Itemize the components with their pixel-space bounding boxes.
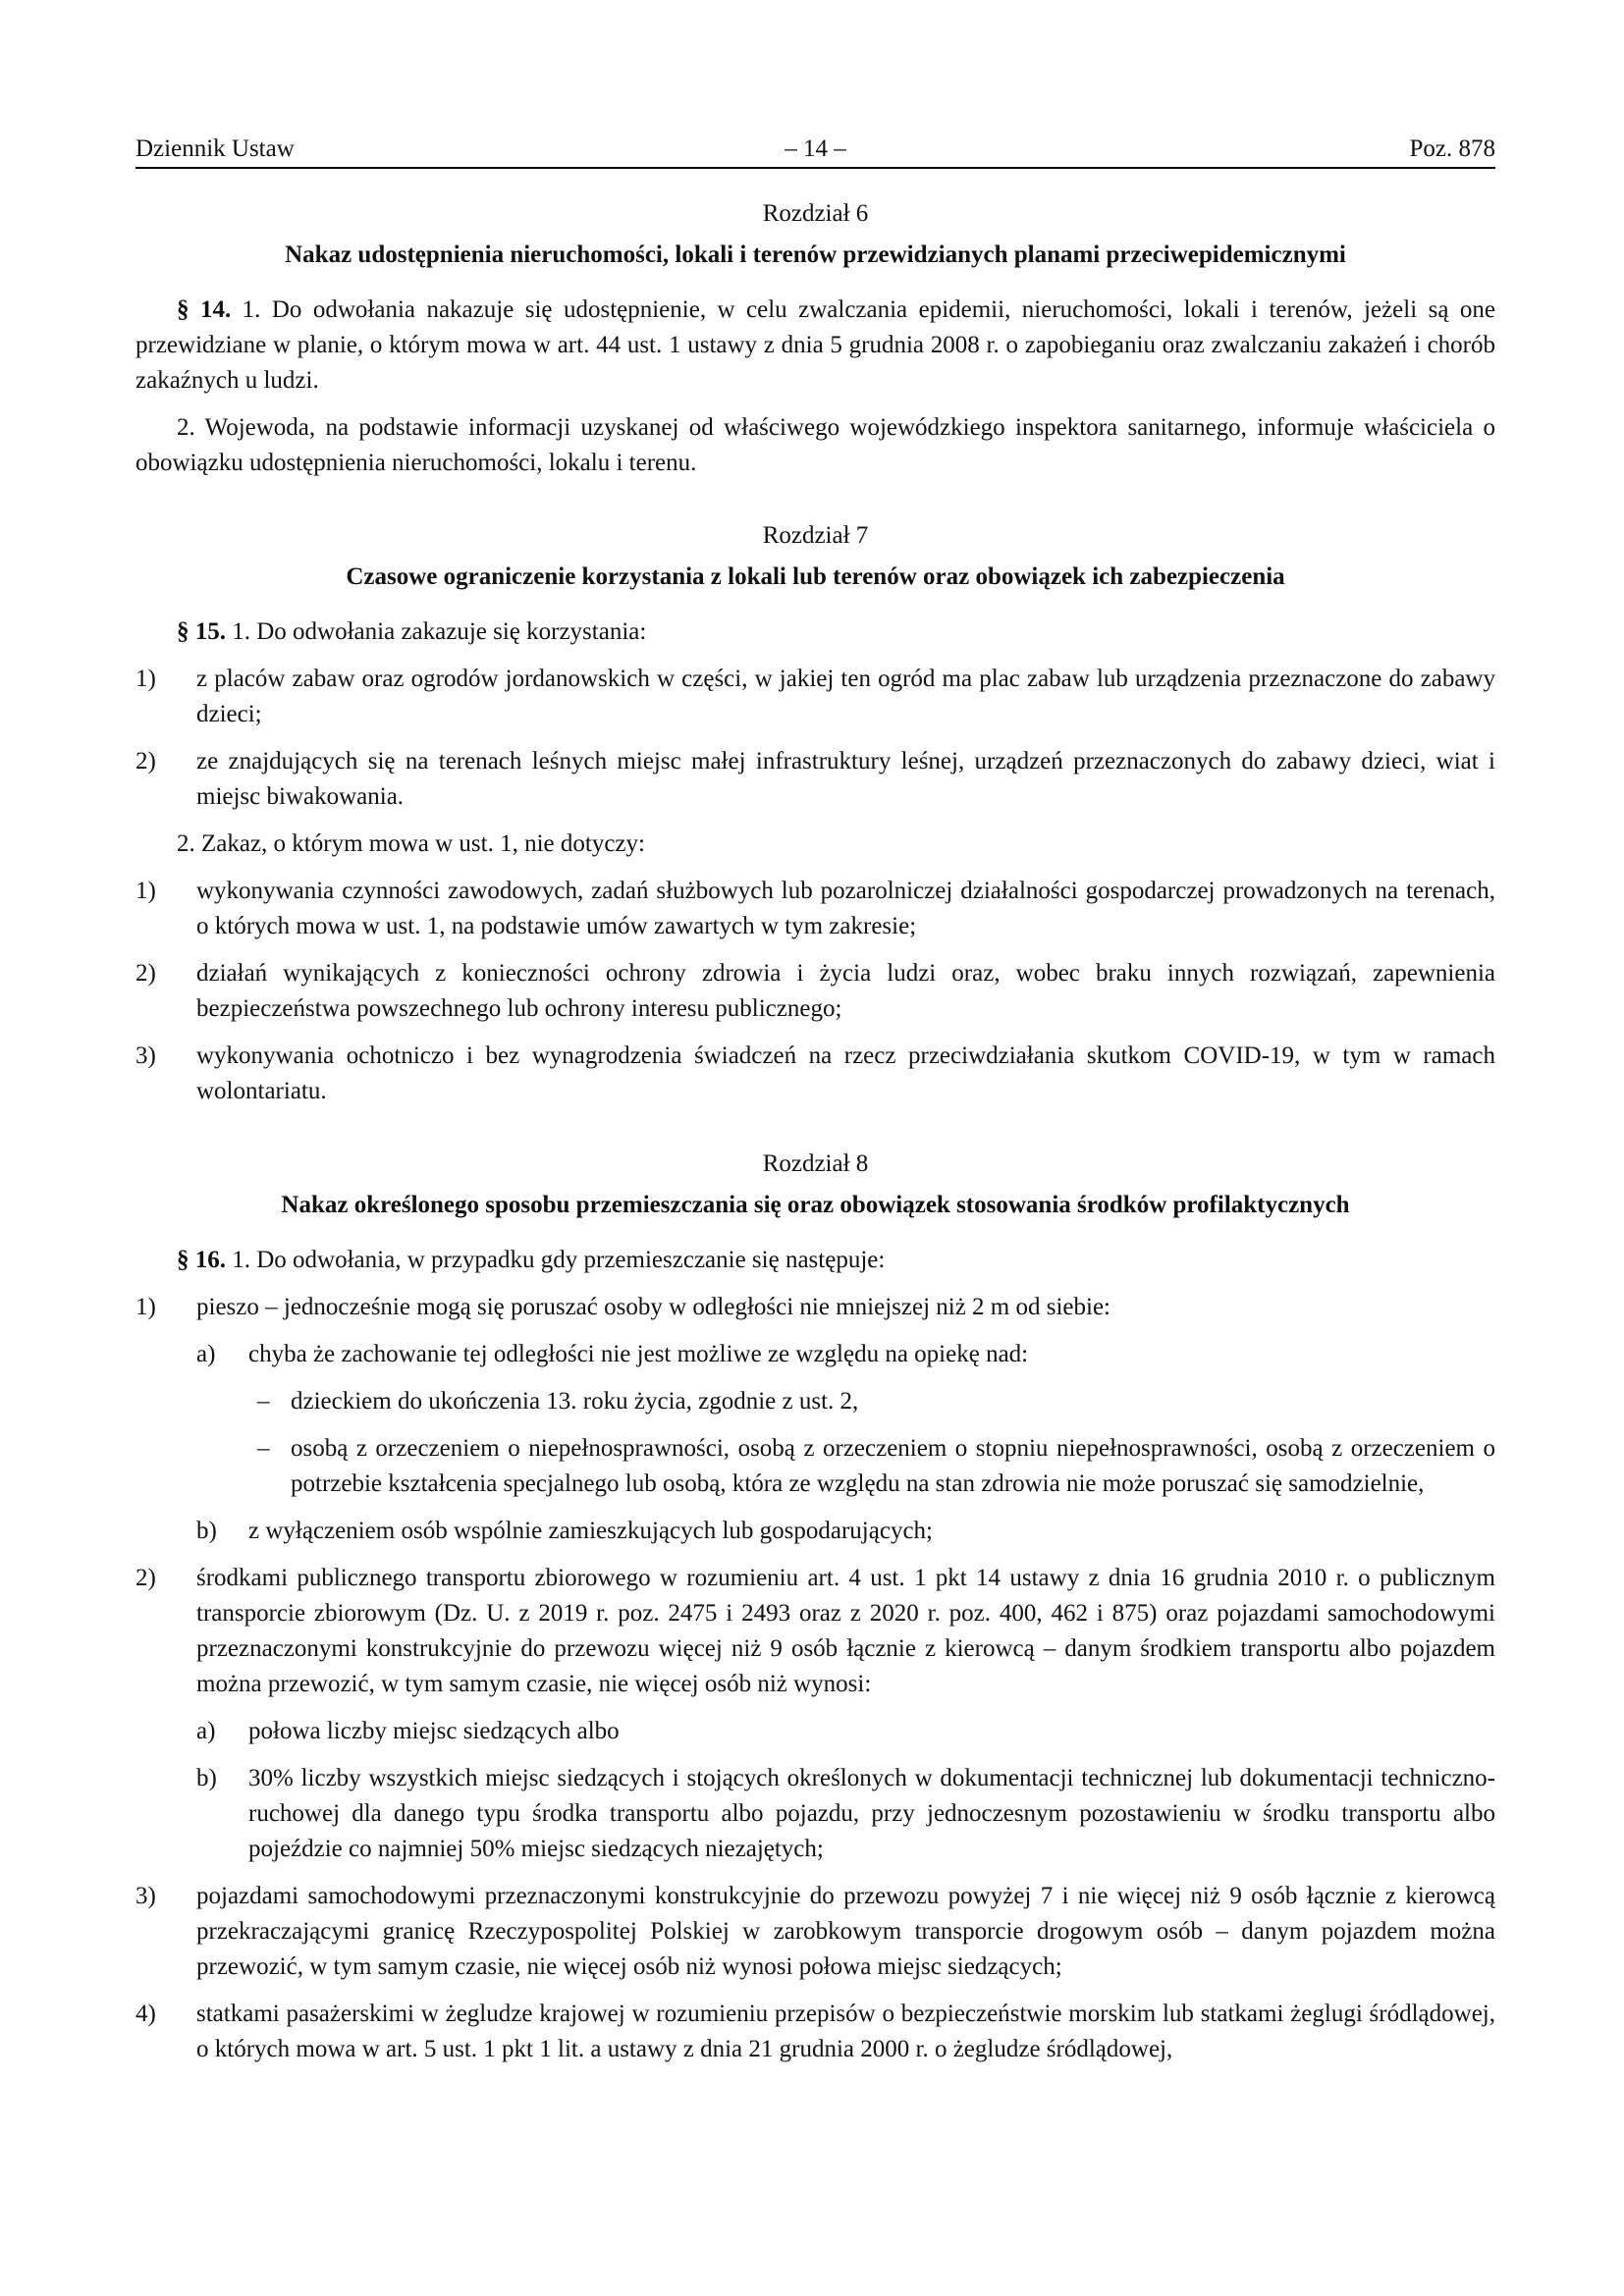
paragraph-text: 1. Do odwołania, w przypadku gdy przemieszczanie się następuje:: [226, 1247, 886, 1273]
list-item: [135, 956, 1495, 1027]
paragraph-14-1: [135, 293, 1495, 399]
item-letter: a): [196, 1341, 216, 1367]
list-item: [135, 1997, 1495, 2067]
item-text: wykonywania czynności zawodowych, zadań służbowych lub pozarolniczej działalności gospodarczej prowadzonych na terenach, o których mowa w ust. 1, na podstawie umów zawartych w tym zakresie;: [196, 878, 1495, 939]
section-mark: § 16.: [177, 1247, 226, 1273]
chapter-6: [135, 196, 1495, 481]
sub-list-item: [135, 1337, 1495, 1372]
chapter-title: Czasowe ograniczenie korzystania z lokali lub terenów oraz obowiązek ich zabezpieczenia: [346, 563, 1285, 590]
item-number: 2): [135, 1565, 156, 1591]
item-letter: b): [196, 1518, 217, 1544]
list-item: [135, 1039, 1495, 1109]
item-text: ze znajdujących się na terenach leśnych miejsc małej infrastruktury leśnej, urządzeń przeznaczonych do zabawy dzieci, wiat i miejsc biwakowania.: [196, 748, 1495, 810]
item-number: 2): [135, 960, 156, 987]
item-text: statkami pasażerskimi w żegludze krajowej w rozumieniu przepisów o bezpieczeństwie morskim lub statkami żeglugi śródlądowej, o których mowa w art. 5 ust. 1 pkt 1 lit. a ustawy z dnia 21 grudnia 2000 r. o żegludze śródlądowej,: [196, 2001, 1495, 2062]
chapter-number: Rozdział 8: [762, 1150, 869, 1177]
paragraph-text: 1. Do odwołania nakazuje się udostępnienie, w celu zwalczania epidemii, nieruchomości, lokali i terenów, jeżeli są one przewidziane w planie, o którym mowa w art. 44 ust. 1 ustawy z dnia 5 grudnia 2008 r. o zapobieganiu oraz zwalczaniu zakażeń i chorób zakaźnych u ludzi.: [135, 296, 1495, 394]
list-item: [135, 874, 1495, 944]
item-text: wykonywania ochotniczo i bez wynagrodzenia świadczeń na rzecz przeciwdziałania skutkom COVID-19, w tym w ramach wolontariatu.: [196, 1042, 1495, 1104]
page-header: [135, 133, 1495, 169]
dash-marker: –: [257, 1388, 270, 1415]
chapter-number: Rozdział 7: [762, 522, 869, 549]
item-text: z placów zabaw oraz ogrodów jordanowskich w części, w jakiej ten ogród ma plac zabaw lub urządzenia przeznaczone do zabawy dzieci;: [196, 666, 1495, 727]
dash-item: [135, 1431, 1495, 1502]
sub-list-item: [135, 1514, 1495, 1549]
list-item: [135, 744, 1495, 815]
sub-list-item: [135, 1714, 1495, 1749]
item-number: 1): [135, 1294, 156, 1320]
paragraph-text: 1. Do odwołania zakazuje się korzystania:: [226, 618, 647, 645]
chapter-8: [135, 1147, 1495, 2067]
list-item: [135, 1290, 1495, 1325]
chapter-number: Rozdział 6: [762, 200, 869, 227]
item-number: 1): [135, 878, 156, 904]
item-text: pojazdami samochodowymi przeznaczonymi konstrukcyjnie do przewozu powyżej 7 i nie więcej niż 9 osób łącznie z kierowcą przekraczającymi granicę Rzeczypospolitej Polskiej w zarobkowym transporcie drogowym osób – danym pojazdem można przewozić, w tym samym czasie, nie więcej osób niż wynosi połowa miejsc siedzących;: [196, 1883, 1495, 1980]
list-item: [135, 662, 1495, 732]
item-letter: b): [196, 1765, 217, 1791]
item-text: 30% liczby wszystkich miejsc siedzących i stojących określonych w dokumentacji technicznej lub dokumentacji techniczno-ruchowej dla danego typu środka transportu albo pojazdu, przy jednoczesnym pozostawieniu w środku transportu albo pojeździe co najmniej 50% miejsc siedzących niezajętych;: [248, 1765, 1495, 1862]
paragraph-15-1: [135, 614, 1495, 650]
item-number: 3): [135, 1883, 156, 1909]
item-number: 4): [135, 2001, 156, 2027]
position-number: Poz. 878: [1409, 135, 1495, 162]
section-mark: § 15.: [177, 618, 226, 645]
item-text: chyba że zachowanie tej odległości nie jest możliwe ze względu na opiekę nad:: [248, 1341, 1029, 1367]
item-number: 2): [135, 748, 156, 774]
chapter-7: [135, 518, 1495, 1109]
chapter-title: Nakaz udostępnienia nieruchomości, lokali i terenów przewidzianych planami przeciwepidemicznymi: [285, 241, 1346, 268]
item-text: środkami publicznego transportu zbiorowego w rozumieniu art. 4 ust. 1 pkt 14 ustawy z dnia 16 grudnia 2010 r. o publicznym transporcie zbiorowym (Dz. U. z 2019 r. poz. 2475 i 2493 oraz z 2020 r. poz. 400, 462 i 875) oraz pojazdami samochodowymi przeznaczonymi konstrukcyjnie do przewozu więcej niż 9 osób łącznie z kierowcą – danym środkiem transportu albo pojazdem można przewozić, w tym samym czasie, nie więcej osób niż wynosi:: [196, 1565, 1495, 1697]
item-letter: a): [196, 1718, 216, 1744]
journal-name: Dziennik Ustaw: [135, 135, 295, 162]
item-number: 1): [135, 666, 156, 692]
item-text: osobą z orzeczeniem o niepełnosprawności, osobą z orzeczeniem o stopniu niepełnosprawności, osobą z orzeczeniem o potrzebie kształcenia specjalnego lub osobą, która ze względu na stan zdrowia nie może poruszać się samodzielnie,: [291, 1435, 1495, 1497]
sub-list-item: [135, 1761, 1495, 1867]
paragraph-14-2: 2. Wojewoda, na podstawie informacji uzyskanej od właściwego wojewódzkiego inspektora sanitarnego, informuje właściciela o obowiązku udostępnienia nieruchomości, lokalu i terenu.: [135, 414, 1495, 476]
item-number: 3): [135, 1042, 156, 1069]
item-text: pieszo – jednocześnie mogą się poruszać osoby w odległości nie mniejszej niż 2 m od siebie:: [196, 1294, 1111, 1320]
page-number: – 14 –: [785, 135, 846, 162]
list-item: [135, 1561, 1495, 1702]
item-text: dzieckiem do ukończenia 13. roku życia, zgodnie z ust. 2,: [291, 1388, 859, 1415]
list-item: [135, 1879, 1495, 1985]
document-body: [135, 196, 1495, 2079]
chapter-title: Nakaz określonego sposobu przemieszczania się oraz obowiązek stosowania środków profilaktycznych: [281, 1192, 1350, 1218]
paragraph-15-2: 2. Zakaz, o którym mowa w ust. 1, nie dotyczy:: [177, 830, 645, 857]
paragraph-16-1: [135, 1243, 1495, 1278]
section-mark: § 14.: [177, 296, 232, 323]
dash-marker: –: [257, 1435, 270, 1462]
item-text: działań wynikających z konieczności ochrony zdrowia i życia ludzi oraz, wobec braku innych rozwiązań, zapewnienia bezpieczeństwa powszechnego lub ochrony interesu publicznego;: [196, 960, 1495, 1022]
dash-item: [135, 1384, 1495, 1419]
item-text: połowa liczby miejsc siedzących albo: [248, 1718, 620, 1744]
item-text: z wyłączeniem osób wspólnie zamieszkujących lub gospodarujących;: [248, 1518, 933, 1544]
